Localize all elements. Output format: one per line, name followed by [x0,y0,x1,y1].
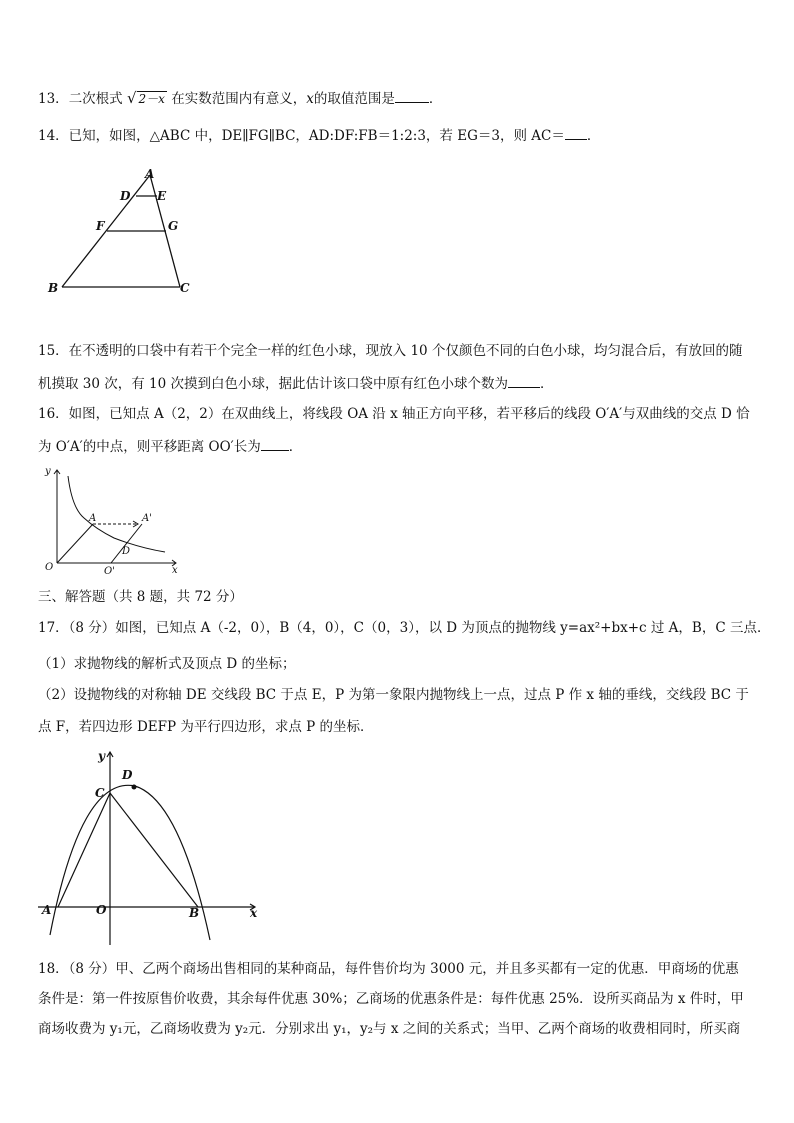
question-15-line1: 15．在不透明的口袋中有若干个完全一样的红色小球，现放入 10 个仅颜色不同的白色小球，均匀混合后，有放回的随 [38,343,743,359]
side-ac [150,175,180,287]
question-17-line1: 17．（8 分）如图，已知点 A（-2，0），B（4，0），C（0，3），以 D 为顶点的抛物线 y=ax²+bx+c 过 A，B，C 三点． [38,620,771,636]
answer-blank[interactable] [395,89,429,103]
x-axis-arrow [250,904,255,910]
q14-text: 14．已知，如图，△ABC 中，DE∥FG∥BC，AD:DF:FB＝1:2:3，若 EG＝3，则 AC＝ [38,128,565,144]
label-d: D [122,546,131,557]
question-17-part2b: 点 F，若四边形 DEFP 为平行四边形，求点 P 的坐标． [38,719,374,735]
question-16-line1: 16．如图，已知点 A（2，2）在双曲线上，将线段 OA 沿 x 轴正方向平移，若平移后的线段 O′A′与双曲线的交点 D 恰 [38,406,750,422]
y-axis-arrow [54,470,60,474]
label-o: O [96,903,107,917]
question-16-line2 [38,437,302,456]
label-y: y [98,749,105,763]
q14-end: ． [586,128,601,144]
q13-end: ． [428,91,443,107]
label-x: x [250,906,258,920]
translation-arrowhead [133,521,138,527]
hyperbola-curve [68,476,165,552]
q13-number: 13． [38,91,69,107]
label-y: y [45,466,51,477]
label-a: A [42,903,52,917]
q15-text: 机摸取 30 次，有 10 次摸到白色小球，据此估计该口袋中原有红色小球个数为 [38,376,509,392]
label-d: D [122,768,133,782]
label-c: C [180,281,190,295]
label-b: B [189,906,200,920]
q13-var: x [306,91,314,107]
label-g: G [168,219,179,233]
q16-text: 为 O′A′的中点，则平移距离 OO′长为 [38,439,261,455]
q16-end: ． [288,439,303,455]
label-o: O [45,562,54,573]
y-axis-arrow [107,752,113,757]
question-17-part1: （1）求抛物线的解析式及顶点 D 的坐标； [38,656,296,672]
answer-blank[interactable] [565,126,587,140]
segment-oa [57,524,93,563]
question-18-line3: 商场收费为 y₁元，乙商场收费为 y₂元．分别求出 y₁，y₂与 x 之间的关系式；当甲、乙两个商场的收费相同时，所买商 [38,1021,741,1037]
label-c: C [95,786,105,800]
vertex-d-point [132,785,137,790]
q15-end: ． [540,376,554,392]
segment-cb [110,793,198,907]
label-a: A [89,513,97,524]
answer-blank[interactable] [508,374,540,388]
label-a-prime: A' [142,513,152,524]
answer-blank[interactable] [261,437,289,451]
label-e: E [157,189,167,203]
segment-ac [58,793,110,907]
q13-radicand: 2－x [138,92,165,106]
label-o-prime: O' [104,566,115,577]
question-17-part2a: （2）设抛物线的对称轴 DE 交线段 BC 于点 E，P 为第一象限内抛物线上一点，过点 P 作 x 轴的垂线，交线段 BC 于 [38,687,749,703]
question-14 [38,126,600,145]
label-a: A [145,167,155,181]
segment-o2a2 [111,524,142,563]
section-three-title: 三、解答题（共 8 题，共 72 分） [38,589,243,605]
x-axis-arrow [172,560,176,566]
label-b: B [48,281,59,295]
q13-post: 在实数范围内有意义， [171,91,307,107]
label-f: F [96,219,105,233]
label-x: x [172,565,178,576]
label-d: D [120,189,131,203]
side-ab [62,175,150,287]
q13-post2: 的取值范围是 [313,91,395,107]
question-18-line1: 18．（8 分）甲、乙两个商场出售相同的某种商品，每件售价均为 3000 元，并且多买都有一定的优惠．甲商场的优惠 [38,961,739,977]
question-15-line2 [38,374,554,393]
question-13 [38,89,442,108]
q13-pre: 二次根式 [68,91,123,107]
sqrt-symbol: √ [126,89,137,107]
question-18-line2: 条件是：第一件按原售价收费，其余每件优惠 30%；乙商场的优惠条件是：每件优惠 25%．设所买商品为 x 件时，甲 [38,991,744,1007]
parabola-curve [50,785,210,940]
